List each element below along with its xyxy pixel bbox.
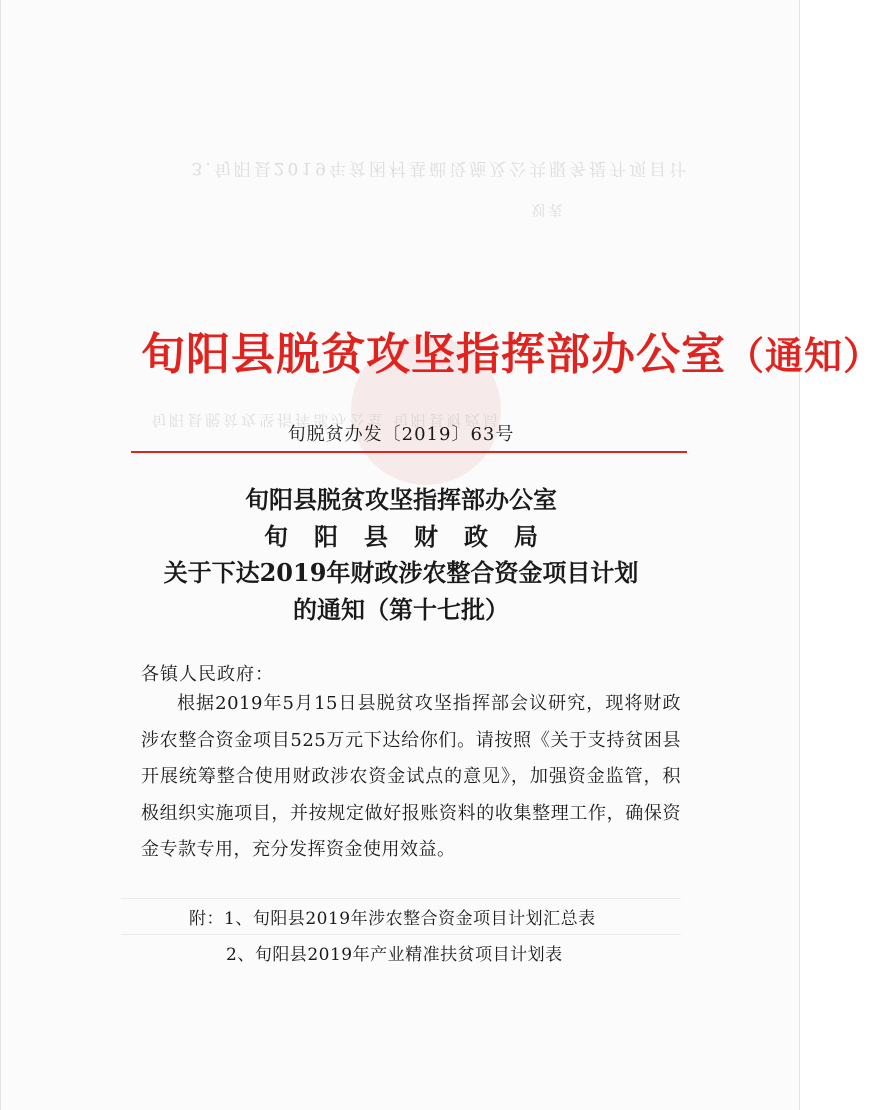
document-title-line-4: 的通知（第十七批） bbox=[293, 595, 509, 624]
faint-rule bbox=[121, 898, 681, 899]
header-suffix: （通知） bbox=[726, 333, 882, 378]
document-title-line-3: 关于下达2019年财政涉农整合资金项目计划 bbox=[163, 558, 639, 587]
attachment-item-2: 2、旬阳县2019年产业精准扶贫项目计划表 bbox=[226, 945, 563, 965]
document-number: 旬脱贫办发〔2019〕63号 bbox=[287, 424, 515, 445]
document-title-line-1: 旬阳县脱贫攻坚指挥部办公室 bbox=[245, 485, 557, 514]
header-org-title: 旬阳县脱贫攻坚指挥部办公室 bbox=[141, 329, 726, 380]
bleed-through-text: 3.旬阳县2019年贫困村基础设施及公共服务提升项目计 bbox=[191, 158, 689, 178]
faint-rule bbox=[121, 934, 681, 935]
document-header bbox=[141, 318, 882, 382]
attachment-item-1: 附：1、旬阳县2019年涉农整合资金项目计划汇总表 bbox=[189, 909, 596, 929]
bleed-through-text: 划表 bbox=[531, 201, 565, 217]
body-paragraph: 根据2019年5月15日县脱贫攻坚指挥部会议研究，现将财政涉农整合资金项目525万元下达给你们。请按照《关于支持贫困县开展统筹整合使用财政涉农资金试点的意见》，加强资金监管，积极组织实施项目，并按规定做好报账资料的收集整理工作，确保资金专款专用，充分发挥资金使用效益。 bbox=[141, 693, 681, 860]
document-title-line-2: 旬阳县财政局 bbox=[264, 522, 564, 551]
red-divider-line bbox=[131, 451, 687, 453]
bleed-through-text: 旬阳县脱贫攻坚指挥部办公室 旬阳县财政局 bbox=[151, 411, 501, 429]
salutation: 各镇人民政府： bbox=[141, 664, 274, 685]
